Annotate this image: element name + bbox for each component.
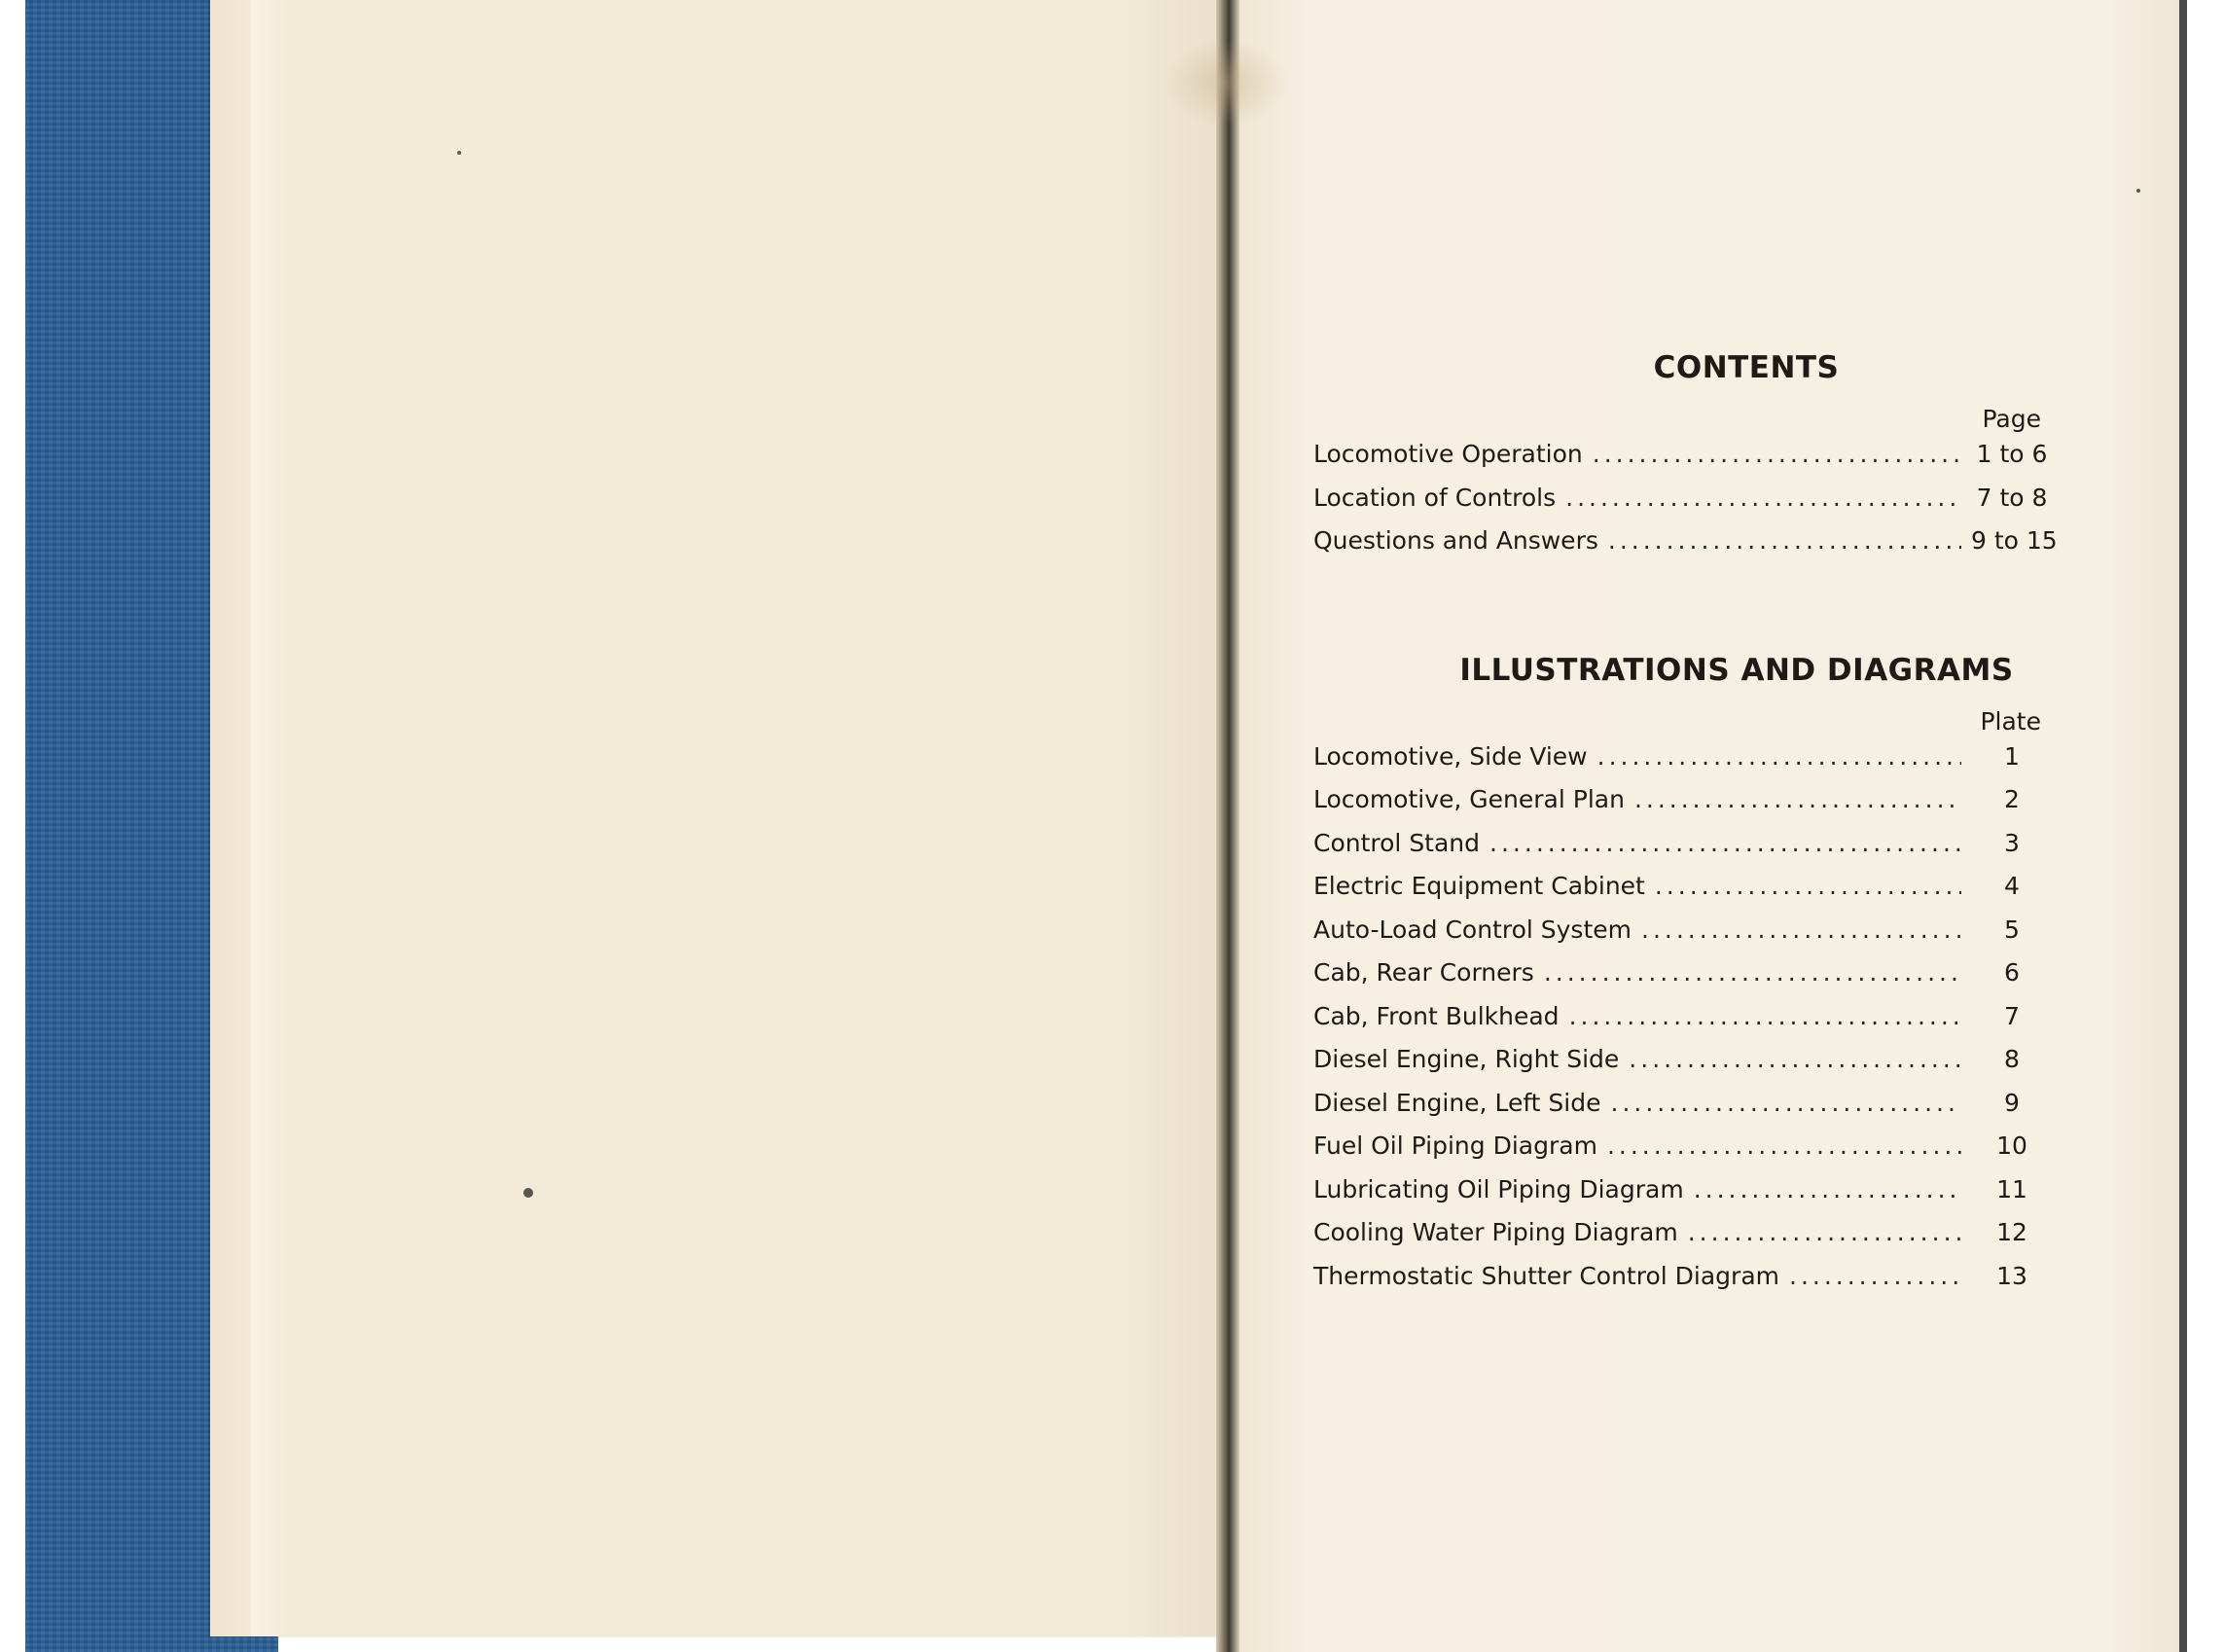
toc-entry: [1313, 822, 2053, 866]
toc-entry-reference: 9: [2004, 1088, 2020, 1117]
toc-entry-label: Locomotive Operation: [1313, 440, 1583, 468]
contents-heading: CONTENTS: [1653, 350, 1840, 385]
toc-entry-label: Auto-Load Control System: [1313, 915, 1632, 944]
toc-entry: [1313, 909, 2053, 952]
dot-leader: [1611, 1082, 1962, 1126]
dot-leader: [1655, 865, 1961, 909]
dot-leader: [1607, 1125, 1961, 1168]
toc-entry-label: Cooling Water Piping Diagram: [1313, 1218, 1678, 1246]
dot-leader: [1688, 1211, 1961, 1255]
paper-stain: [1163, 39, 1289, 126]
dot-leader: [1629, 1038, 1961, 1082]
toc-entry: [1313, 1211, 2053, 1255]
illustrations-list: [1313, 736, 2053, 1299]
toc-entry-label: Thermostatic Shutter Control Diagram: [1313, 1261, 1779, 1290]
page-column-header: Page: [1982, 405, 2041, 433]
toc-entry-label: Lubricating Oil Piping Diagram: [1313, 1174, 1684, 1203]
contents-list: [1313, 433, 2058, 563]
dot-leader: [1694, 1168, 1961, 1212]
dot-leader: [1569, 995, 1961, 1039]
toc-entry-label: Locomotive, Side View: [1313, 741, 1588, 771]
toc-entry-label: Electric Equipment Cabinet: [1313, 872, 1645, 900]
dot-leader: [1597, 736, 1961, 779]
toc-entry-reference: 7: [2004, 1001, 2020, 1030]
toc-entry: [1313, 1082, 2053, 1126]
dot-leader: [1608, 520, 1961, 563]
dot-leader: [1593, 433, 1961, 477]
toc-entry: [1313, 1038, 2053, 1082]
toc-entry-reference: 8: [2004, 1045, 2020, 1073]
toc-entry-reference: 12: [1996, 1218, 2027, 1246]
toc-entry-reference: 3: [2004, 828, 2020, 857]
toc-entry: [1313, 433, 2053, 477]
toc-entry-reference: 6: [2004, 958, 2020, 987]
toc-entry: [1313, 1125, 2053, 1168]
toc-entry: [1313, 1168, 2053, 1212]
toc-entry: [1313, 736, 2053, 779]
toc-entry-label: Fuel Oil Piping Diagram: [1313, 1131, 1597, 1160]
page-edge-highlight: [251, 0, 290, 1636]
toc-entry: [1313, 778, 2053, 822]
dot-leader: [1565, 477, 1961, 521]
toc-entry-label: Diesel Engine, Left Side: [1313, 1088, 1601, 1117]
paper-speck: [2136, 189, 2140, 193]
toc-entry-label: Location of Controls: [1313, 483, 1557, 512]
dot-leader: [1789, 1255, 1961, 1299]
toc-entry: [1313, 952, 2053, 995]
plate-column-header: Plate: [1980, 706, 2041, 736]
dot-leader: [1544, 952, 1961, 995]
toc-entry-reference: 7 to 8: [1976, 483, 2048, 512]
toc-entry: [1313, 477, 2053, 521]
toc-entry-reference: 13: [1996, 1261, 2027, 1290]
table-of-contents-page: [1313, 350, 2058, 1298]
dot-leader: [1489, 822, 1961, 866]
toc-entry-label: Questions and Answers: [1313, 526, 1598, 555]
toc-entry: [1313, 520, 2058, 563]
toc-entry-reference: 2: [2004, 785, 2020, 813]
right-cover-edge: [2179, 0, 2187, 1652]
toc-entry-reference: 11: [1996, 1174, 2027, 1203]
toc-entry: [1313, 1255, 2053, 1299]
toc-entry-reference: 1: [2004, 741, 2020, 771]
toc-entry-label: Cab, Front Bulkhead: [1313, 1001, 1560, 1030]
toc-entry-label: Diesel Engine, Right Side: [1313, 1045, 1620, 1073]
toc-entry-reference: 4: [2004, 872, 2020, 900]
toc-entry-label: Cab, Rear Corners: [1313, 958, 1534, 987]
dot-leader: [1641, 909, 1961, 952]
toc-entry-reference: 1 to 6: [1976, 440, 2048, 468]
illustrations-heading: ILLUSTRATIONS AND DIAGRAMS: [1459, 652, 2014, 688]
toc-entry-reference: 9 to 15: [1971, 526, 2058, 555]
paper-speck: [457, 151, 461, 155]
book-gutter: [1216, 0, 1239, 1652]
toc-entry-reference: 5: [2004, 915, 2020, 944]
toc-entry: [1313, 995, 2053, 1039]
toc-entry-reference: 10: [1996, 1131, 2027, 1160]
paper-speck: [523, 1188, 533, 1198]
dot-leader: [1634, 778, 1961, 822]
toc-entry-label: Control Stand: [1313, 828, 1481, 857]
toc-entry: [1313, 865, 2053, 909]
toc-entry-label: Locomotive, General Plan: [1313, 785, 1625, 813]
left-blank-page: [210, 0, 1227, 1636]
